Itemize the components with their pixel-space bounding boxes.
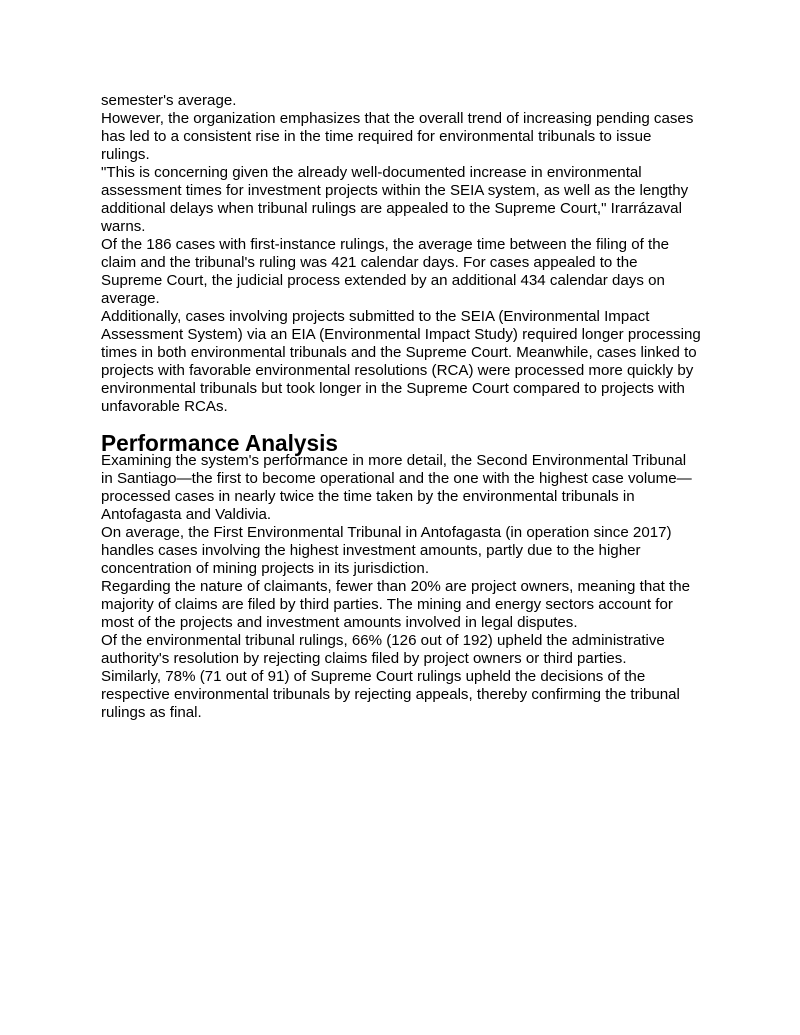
paragraph-claimants-nature: Regarding the nature of claimants, fewer than 20% are project owners, meaning that the majority of claims are filed by third parties. The mining and energy sectors account for most of the projects and investment amounts involved in legal disputes. (101, 578, 690, 631)
paragraph-first-instance-rulings: Of the 186 cases with first-instance rulings, the average time between the filing of the claim and the tribunal's ruling was 421 calendar days. For cases appealed to the Supreme Court, the judicial process extended by an additional 434 calendar days on average. (101, 236, 669, 307)
paragraph-eia-processing-times: Additionally, cases involving projects submitted to the SEIA (Environmental Impact Assessment System) via an EIA (Environmental Impact Study) required longer processing times in both environmental tribunals and the Supreme Court. Meanwhile, cases linked to projects with favorable environmental resolutions (RCA) were processed more quickly by environmental tribunals but took longer in the Supreme Court compared to projects with unfavorable RCAs. (101, 308, 701, 415)
paragraph-second-tribunal-performance: Examining the system's performance in more detail, the Second Environmental Tribunal in Santiago—the first to become operational and the one with the highest case volume—processed cases in nearly twice the time taken by the environmental tribunals in Antofagasta and Valdivia. (101, 452, 692, 523)
section-heading-performance-analysis: Performance Analysis (101, 430, 338, 456)
paragraph-irarrazaval-quote: "This is concerning given the already well-documented increase in environmental assessment times for investment projects within the SEIA system, as well as the lengthy additional delays when tribunal rulings are appealed to the Supreme Court," Irarrázaval warns. (101, 164, 689, 235)
paragraph-supreme-court-rulings-upheld: Similarly, 78% (71 out of 91) of Supreme Court rulings upheld the decisions of the respective environmental tribunals by rejecting appeals, thereby confirming the tribunal rulings as final. (101, 668, 680, 721)
paragraph-first-tribunal-investment: On average, the First Environmental Tribunal in Antofagasta (in operation since 2017) handles cases involving the highest investment amounts, partly due to the higher concentration of mining projects in its jurisdiction. (101, 524, 672, 577)
paragraph-semester-average: semester's average. (101, 92, 237, 109)
paragraph-tribunal-rulings-upheld: Of the environmental tribunal rulings, 66% (126 out of 192) upheld the administrative authority's resolution by rejecting claims filed by project owners or third parties. (101, 632, 665, 667)
paragraph-pending-cases-trend: However, the organization emphasizes that the overall trend of increasing pending cases has led to a consistent rise in the time required for environmental tribunals to issue rulings. (101, 110, 694, 163)
document-page (101, 92, 701, 722)
